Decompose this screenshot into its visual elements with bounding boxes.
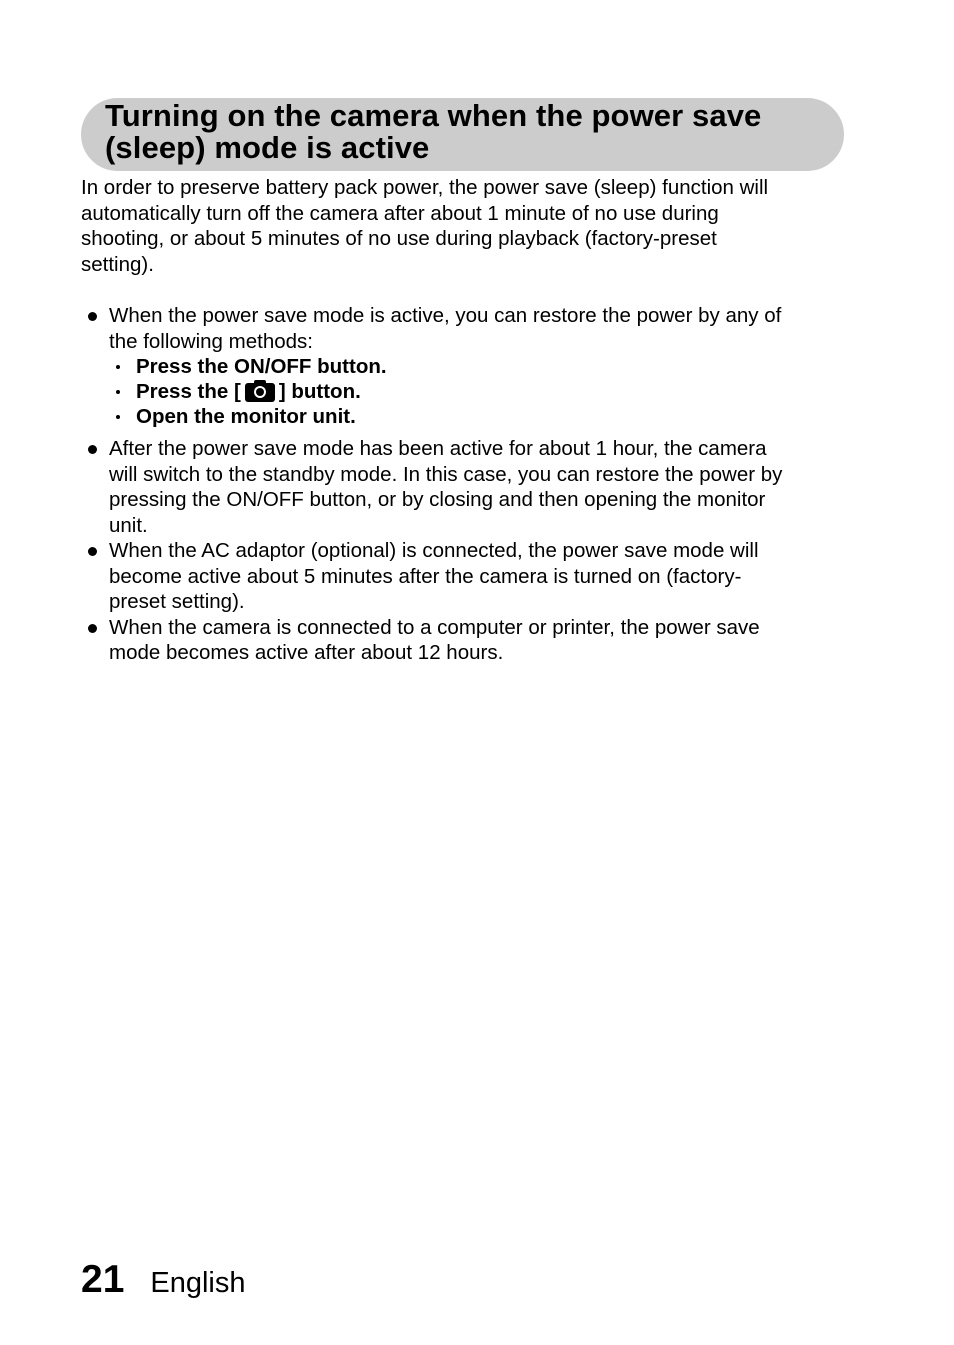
bullet-item-ac-adaptor — [81, 538, 856, 615]
intro-line-2: automatically turn off the camera after about 1 minute of no use during — [81, 201, 719, 225]
bullet-item-computer — [81, 615, 856, 666]
bullet-text-line: mode becomes active after about 12 hours. — [109, 641, 504, 664]
page-footer — [81, 1258, 246, 1302]
bullet-text-line: After the power save mode has been active for about 1 hour, the camera — [109, 437, 767, 460]
bullet-text-line: When the camera is connected to a computer or printer, the power save — [109, 615, 760, 639]
bullet-text-line: When the AC adaptor (optional) is connected, the power save mode will — [109, 539, 759, 562]
restore-methods-list — [109, 354, 856, 429]
intro-line-1: In order to preserve battery pack power, the power save (sleep) function will — [81, 176, 769, 199]
intro-line-3: shooting, or about 5 minutes of no use during playback (factory-preset — [81, 227, 717, 250]
sub-bullet-dot-icon — [116, 365, 120, 369]
bullet-dot-icon — [88, 624, 97, 633]
bullet-text-line: When the power save mode is active, you can restore the power by any of — [109, 304, 782, 327]
language-label: English — [150, 1267, 246, 1299]
camera-icon — [245, 380, 275, 402]
method-text: Press the ON/OFF button. — [136, 355, 387, 378]
bullet-dot-icon — [88, 547, 97, 556]
method-item-on-off — [109, 354, 856, 379]
bullet-text-line: become active about 5 minutes after the camera is turned on (factory- — [109, 564, 742, 588]
bullet-text-line: the following methods: — [109, 329, 313, 353]
intro-line-4: setting). — [81, 252, 154, 276]
page-number: 21 — [81, 1258, 125, 1301]
section-heading-line-2: (sleep) mode is active — [105, 130, 430, 165]
sub-bullet-dot-icon — [116, 390, 120, 394]
method-text: Open the monitor unit. — [136, 405, 356, 428]
section-heading — [105, 100, 820, 164]
bullet-dot-icon — [88, 445, 97, 454]
bullet-item-restore-power — [81, 303, 856, 429]
section-heading-line-1: Turning on the camera when the power save — [105, 98, 762, 133]
method-text-before: Press the [ — [136, 380, 241, 403]
bullet-item-standby — [81, 436, 856, 538]
bullet-dot-icon — [88, 312, 97, 321]
bullet-text-line: will switch to the standby mode. In this case, you can restore the power by — [109, 462, 783, 486]
section-heading-band — [81, 98, 844, 171]
bullet-text-line: preset setting). — [109, 590, 245, 613]
method-text-after: ] button. — [278, 380, 361, 403]
intro-paragraph — [81, 175, 851, 277]
bullet-list — [81, 303, 856, 666]
bullet-text-line: unit. — [109, 513, 148, 537]
method-item-monitor-unit — [109, 404, 856, 429]
method-item-camera-button — [109, 379, 856, 404]
sub-bullet-dot-icon — [116, 415, 120, 419]
bullet-text-line: pressing the ON/OFF button, or by closing and then opening the monitor — [109, 488, 766, 511]
